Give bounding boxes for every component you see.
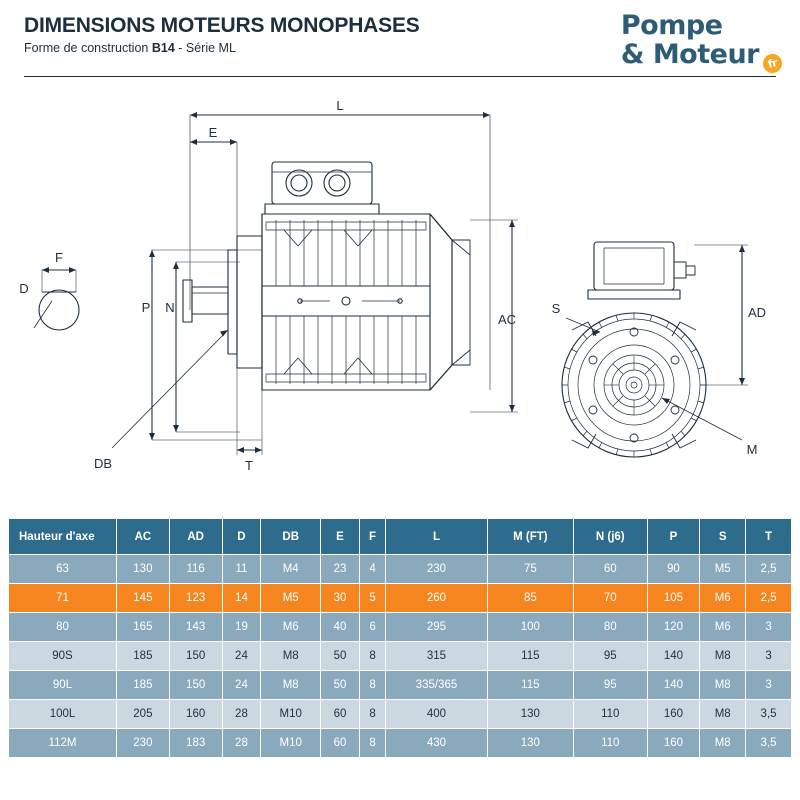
table-cell: 3 — [746, 642, 792, 671]
dimensions-table — [8, 518, 792, 758]
table-cell: 24 — [222, 671, 261, 700]
table-cell: 110 — [573, 729, 647, 758]
table-cell: 85 — [487, 584, 573, 613]
table-cell: 3 — [746, 613, 792, 642]
table-cell: 95 — [573, 671, 647, 700]
table-cell: 14 — [222, 584, 261, 613]
logo-line2: Moteur — [652, 39, 759, 70]
col-p: P — [647, 519, 700, 555]
col-e: E — [321, 519, 360, 555]
logo-fr-badge: fr — [761, 52, 784, 75]
label-S: S — [551, 301, 561, 316]
col-l: L — [386, 519, 488, 555]
label-D: D — [19, 281, 29, 296]
table-cell: 120 — [647, 613, 700, 642]
col-ac: AC — [117, 519, 170, 555]
table-row[interactable] — [9, 642, 792, 671]
col-m-ft: M (FT) — [487, 519, 573, 555]
leader-D — [34, 301, 52, 328]
cell-hauteur-daxe: 90S — [9, 642, 117, 671]
table-cell: M8 — [261, 642, 321, 671]
table-cell: 50 — [321, 671, 360, 700]
table-cell: 80 — [573, 613, 647, 642]
motor-dimension-drawing — [0, 80, 800, 500]
table-cell: 400 — [386, 700, 488, 729]
table-cell: 95 — [573, 642, 647, 671]
logo-ampersand: & — [620, 39, 644, 70]
table-cell: 5 — [359, 584, 385, 613]
table-row[interactable] — [9, 671, 792, 700]
table-cell: 335/365 — [386, 671, 488, 700]
table-cell: M8 — [700, 671, 746, 700]
table-cell: 3 — [746, 671, 792, 700]
label-AD: AD — [747, 305, 767, 320]
table-cell: M8 — [700, 642, 746, 671]
table-cell: 123 — [169, 584, 222, 613]
table-cell: 295 — [386, 613, 488, 642]
label-L: L — [336, 98, 344, 113]
table-cell: 230 — [117, 729, 170, 758]
table-cell: M10 — [261, 700, 321, 729]
table-cell: 315 — [386, 642, 488, 671]
label-M: M — [746, 442, 758, 457]
table-cell: 3,5 — [746, 729, 792, 758]
col-d: D — [222, 519, 261, 555]
table-cell: M5 — [700, 555, 746, 584]
table-cell: 6 — [359, 613, 385, 642]
table-row[interactable] — [9, 584, 792, 613]
page-header — [24, 14, 420, 55]
table-cell: 40 — [321, 613, 360, 642]
label-N: N — [165, 300, 175, 315]
label-P: P — [141, 300, 151, 315]
table-header-row — [9, 519, 792, 555]
table-cell: 30 — [321, 584, 360, 613]
table-row[interactable] — [9, 700, 792, 729]
table-cell: 143 — [169, 613, 222, 642]
col-db: DB — [261, 519, 321, 555]
header-divider — [24, 76, 776, 77]
table-row[interactable] — [9, 613, 792, 642]
table-cell: 160 — [647, 729, 700, 758]
table-cell: 260 — [386, 584, 488, 613]
table-cell: 28 — [222, 700, 261, 729]
table-cell: 70 — [573, 584, 647, 613]
table-cell: 90 — [647, 555, 700, 584]
label-T: T — [245, 458, 253, 473]
brand-logo — [621, 12, 778, 69]
table-cell: 150 — [169, 671, 222, 700]
leader-M — [662, 398, 742, 440]
table-cell: M10 — [261, 729, 321, 758]
table-cell: 145 — [117, 584, 170, 613]
table-cell: 75 — [487, 555, 573, 584]
table-cell: 185 — [117, 671, 170, 700]
table-cell: 130 — [487, 700, 573, 729]
table-cell: 2,5 — [746, 584, 792, 613]
table-cell: 24 — [222, 642, 261, 671]
col-s: S — [700, 519, 746, 555]
leader-DB — [112, 330, 228, 448]
table-cell: 50 — [321, 642, 360, 671]
table-cell: 140 — [647, 642, 700, 671]
technical-drawing — [0, 80, 800, 500]
table-cell: 105 — [647, 584, 700, 613]
table-cell: 11 — [222, 555, 261, 584]
table-cell: 430 — [386, 729, 488, 758]
cell-hauteur-daxe: 63 — [9, 555, 117, 584]
table-cell: 19 — [222, 613, 261, 642]
table-cell: 8 — [359, 671, 385, 700]
table-cell: M8 — [700, 700, 746, 729]
table-cell: 60 — [321, 700, 360, 729]
table-cell: 60 — [573, 555, 647, 584]
page-subtitle — [24, 41, 420, 55]
subtitle-prefix: Forme de construction — [24, 41, 152, 55]
table-cell: M6 — [700, 584, 746, 613]
col-n-j6: N (j6) — [573, 519, 647, 555]
table-cell: 115 — [487, 642, 573, 671]
table-cell: 130 — [487, 729, 573, 758]
table-cell: 8 — [359, 729, 385, 758]
table-cell: 140 — [647, 671, 700, 700]
table-cell: M8 — [261, 671, 321, 700]
table-cell: 205 — [117, 700, 170, 729]
label-F: F — [55, 250, 63, 265]
table-cell: 60 — [321, 729, 360, 758]
table-cell: 100 — [487, 613, 573, 642]
table-cell: 130 — [117, 555, 170, 584]
table-cell: M8 — [700, 729, 746, 758]
page-title: DIMENSIONS MOTEURS MONOPHASES — [24, 14, 420, 37]
subtitle-suffix: - Série ML — [174, 41, 236, 55]
table-cell: 8 — [359, 642, 385, 671]
table-body — [9, 555, 792, 758]
table-cell: M6 — [261, 613, 321, 642]
logo-line2-wrap — [621, 41, 778, 69]
label-E: E — [208, 125, 218, 140]
cell-hauteur-daxe: 71 — [9, 584, 117, 613]
table-cell: 230 — [386, 555, 488, 584]
table-cell: 28 — [222, 729, 261, 758]
table-cell: M6 — [700, 613, 746, 642]
table-cell: 185 — [117, 642, 170, 671]
table-cell: 160 — [647, 700, 700, 729]
cell-hauteur-daxe: 90L — [9, 671, 117, 700]
table-cell: 150 — [169, 642, 222, 671]
table-row[interactable] — [9, 729, 792, 758]
label-AC: AC — [497, 312, 517, 327]
table-cell: 4 — [359, 555, 385, 584]
table-cell: 165 — [117, 613, 170, 642]
logo-line1: Pompe — [620, 10, 723, 41]
table-cell: 116 — [169, 555, 222, 584]
cell-hauteur-daxe: 80 — [9, 613, 117, 642]
table-cell: 2,5 — [746, 555, 792, 584]
col-hauteur-daxe: Hauteur d'axe — [9, 519, 117, 555]
col-ad: AD — [169, 519, 222, 555]
table-cell: 115 — [487, 671, 573, 700]
table-cell: 8 — [359, 700, 385, 729]
table-cell: 3,5 — [746, 700, 792, 729]
table-row[interactable] — [9, 555, 792, 584]
subtitle-bold: B14 — [151, 41, 175, 55]
table-cell: 23 — [321, 555, 360, 584]
col-f: F — [359, 519, 385, 555]
table-cell: 110 — [573, 700, 647, 729]
label-DB: DB — [93, 456, 113, 471]
table-cell: M4 — [261, 555, 321, 584]
table-cell: 160 — [169, 700, 222, 729]
col-t: T — [746, 519, 792, 555]
table-cell: 183 — [169, 729, 222, 758]
cell-hauteur-daxe: 100L — [9, 700, 117, 729]
table-cell: M5 — [261, 584, 321, 613]
cell-hauteur-daxe: 112M — [9, 729, 117, 758]
